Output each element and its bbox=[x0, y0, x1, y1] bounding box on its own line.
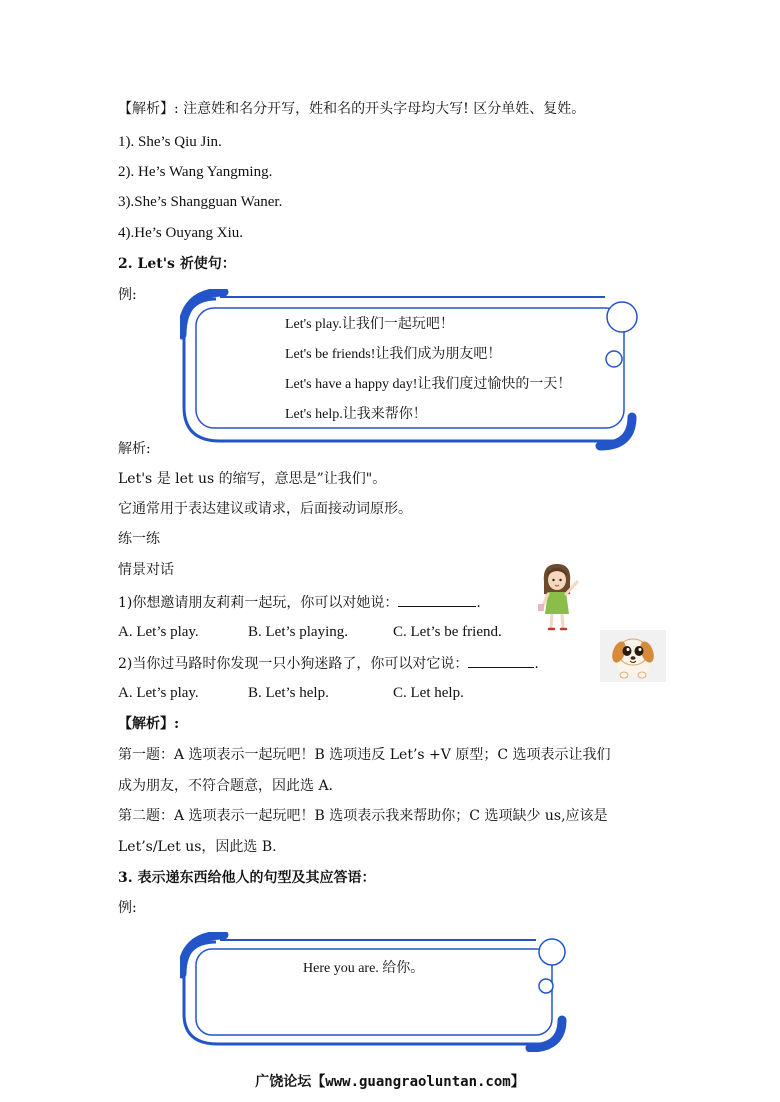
option-a[interactable]: A. Let’s play. bbox=[118, 685, 199, 701]
girl-illustration bbox=[532, 560, 582, 632]
example-label: 例: bbox=[118, 287, 137, 303]
footer-site: 广饶论坛 bbox=[255, 1074, 312, 1090]
analysis-line: 成为朋友，不符合题意，因此选 A. bbox=[118, 778, 334, 794]
question-1-end: . bbox=[476, 595, 481, 611]
answer-line: 4).He’s Ouyang Xiu. bbox=[118, 225, 243, 241]
question-2-end: . bbox=[534, 656, 539, 672]
question-2 bbox=[118, 653, 539, 673]
analysis-line: Let’s/Let us，因此选 B. bbox=[118, 839, 277, 855]
answer-blank bbox=[398, 592, 476, 607]
example-frame bbox=[180, 932, 572, 1052]
explain-label: 解析: bbox=[118, 441, 151, 457]
question-2-text: 2)当你过马路时你发现一只小狗迷路了，你可以对它说： bbox=[118, 656, 469, 672]
example-sentence: Let's be friends!让我们成为朋友吧！ bbox=[285, 347, 502, 362]
explain-line: 它通常用于表达建议或请求，后面接动词原形。 bbox=[118, 501, 412, 517]
answer-blank bbox=[468, 653, 534, 668]
example-label: 例: bbox=[118, 900, 137, 916]
analysis-line: 第一题：A 选项表示一起玩吧！B 选项违反 Let’s +V 原型；C 选项表示让我们 bbox=[118, 747, 611, 763]
section-2-heading: 2. Let's 祈使句： bbox=[118, 256, 236, 272]
example-sentence: Here you are. 给你。 bbox=[303, 961, 425, 976]
analysis-heading-2: 【解析】: bbox=[118, 716, 180, 732]
answer-line: 1). She’s Qiu Jin. bbox=[118, 134, 222, 150]
puppy-illustration bbox=[600, 630, 666, 682]
footer-bracket: 】 bbox=[510, 1074, 525, 1090]
footer-url[interactable]: www.guangraoluntan.com bbox=[325, 1074, 511, 1090]
option-b[interactable]: B. Let’s help. bbox=[248, 685, 329, 701]
practice-label: 练一练 bbox=[118, 531, 160, 547]
option-a[interactable]: A. Let’s play. bbox=[118, 624, 199, 640]
scenario-label: 情景对话 bbox=[118, 562, 174, 578]
section-3-heading: 3. 表示递东西给他人的句型及其应答语： bbox=[118, 870, 376, 886]
option-b[interactable]: B. Let’s playing. bbox=[248, 624, 348, 640]
example-sentence: Let's help.让我来帮你！ bbox=[285, 407, 427, 422]
answer-line: 3).She’s Shangguan Waner. bbox=[118, 194, 283, 210]
option-c[interactable]: C. Let’s be friend. bbox=[393, 624, 502, 640]
option-c[interactable]: C. Let help. bbox=[393, 685, 464, 701]
answer-line: 2). He’s Wang Yangming. bbox=[118, 164, 273, 180]
footer-bracket: 【 bbox=[311, 1074, 326, 1090]
example-sentence: Let's have a happy day!让我们度过愉快的一天！ bbox=[285, 377, 572, 392]
question-1-text: 1)你想邀请朋友莉莉一起玩，你可以对她说： bbox=[118, 595, 399, 611]
analysis-line: 第二题：A 选项表示一起玩吧！B 选项表示我来帮助你；C 选项缺少 us,应该是 bbox=[118, 808, 608, 824]
explain-line: Let's 是 let us 的缩写，意思是”让我们"。 bbox=[118, 471, 387, 487]
analysis-heading-1: 【解析】: 注意姓和名分开写，姓和名的开头字母均大写! 区分单姓、复姓。 bbox=[118, 101, 586, 117]
question-1 bbox=[118, 592, 481, 612]
example-frame bbox=[180, 289, 642, 451]
example-sentence: Let's play.让我们一起玩吧！ bbox=[285, 317, 454, 332]
footer bbox=[0, 1071, 780, 1091]
